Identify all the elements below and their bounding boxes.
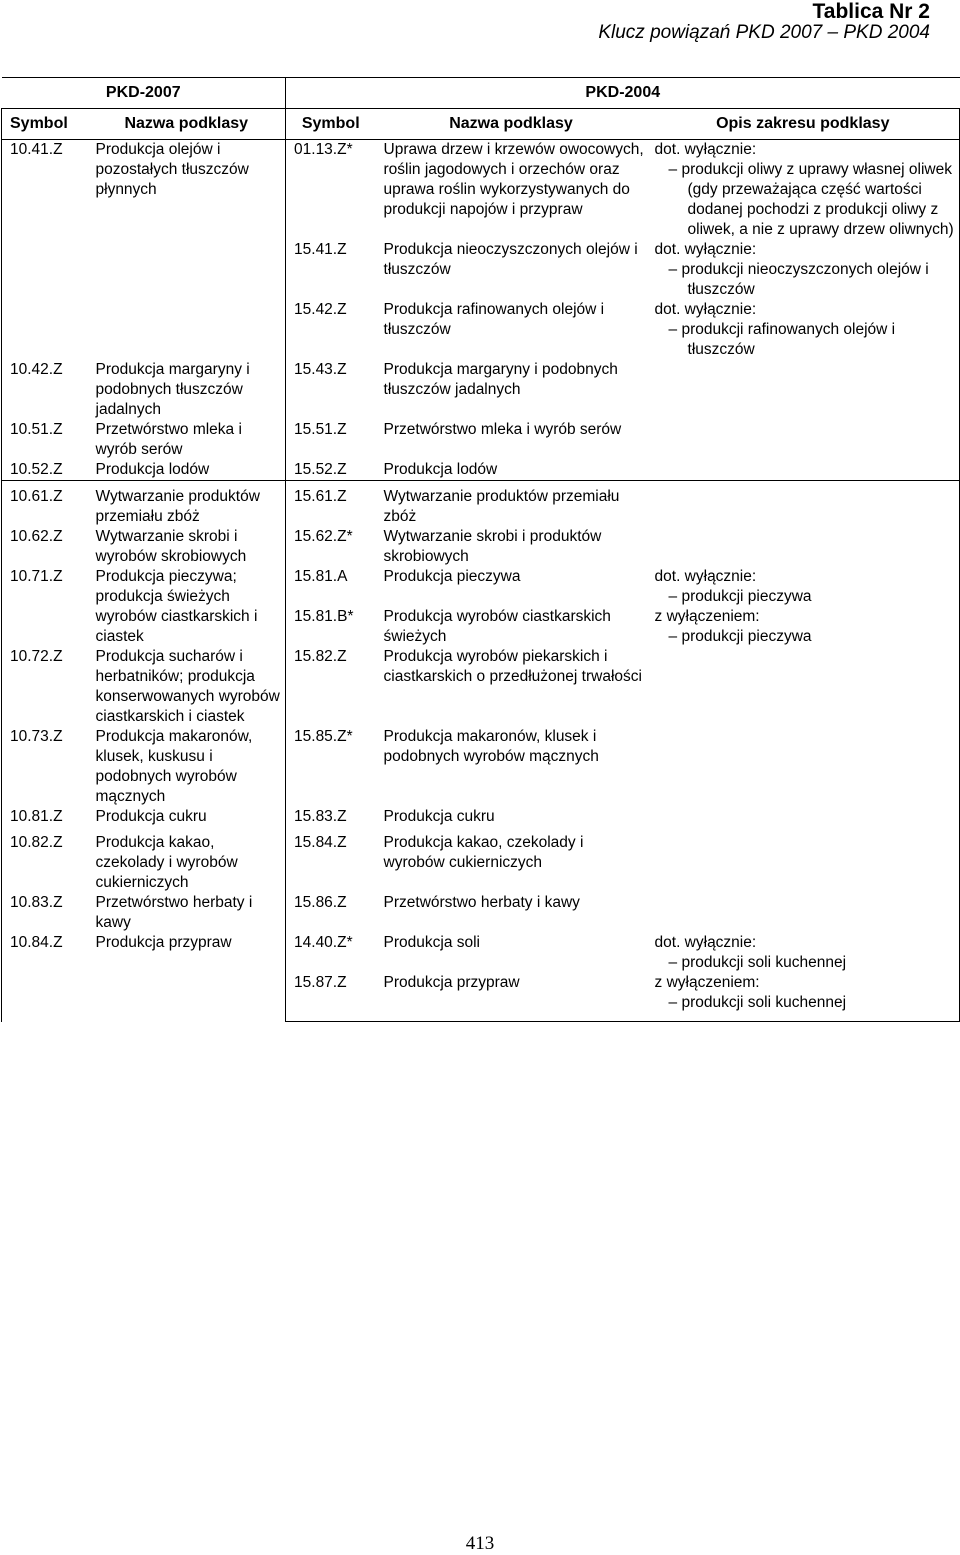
name-2004: Produkcja pieczywa: [383, 568, 521, 585]
pkd-mapping-table: [1, 77, 960, 1022]
symbol-2004: 15.42.Z: [294, 301, 347, 318]
symbol-2004: 15.81.A: [294, 568, 348, 585]
table-row: [2, 827, 960, 893]
symbol-2004: 15.87.Z: [286, 973, 376, 1022]
column-header-name-2004: Nazwa podklasy: [376, 109, 647, 140]
name-2007: Produkcja pieczywa; produkcja świeżych wyrobów ciastkarskich i ciastek: [88, 567, 286, 647]
name-2007: Wytwarzanie skrobi i wyrobów skrobiowych: [88, 527, 286, 567]
description: [647, 827, 960, 893]
name-2004: Produkcja wyrobów piekarskich i ciastkarskich o przedłużonej trwałości: [383, 648, 642, 685]
group-header-row: [2, 78, 960, 109]
name-2007: Produkcja margaryny i podobnych tłuszczów jadalnych: [88, 360, 286, 420]
name-2004: Produkcja rafinowanych olejów i tłuszczów: [383, 301, 605, 338]
description: [647, 481, 960, 528]
description-item: [655, 160, 960, 240]
name-2004: Przetwórstwo mleka i wyrób serów: [383, 421, 622, 438]
description: [647, 140, 960, 241]
table-row: [2, 360, 960, 420]
table-row: [2, 647, 960, 727]
name-2004: Przetwórstwo herbaty i kawy: [383, 894, 580, 911]
symbol-2004: 15.43.Z: [294, 361, 347, 378]
column-header-name-2007: Nazwa podklasy: [88, 109, 286, 140]
description-item: – produkcji pieczywa: [655, 627, 960, 647]
name-2004: Produkcja lodów: [383, 461, 498, 478]
description-qualifier: z wyłączeniem:: [654, 974, 760, 991]
symbol-2007: 10.41.Z: [2, 140, 88, 361]
description: [647, 240, 960, 300]
column-header-symbol-2004: Symbol: [286, 109, 376, 140]
symbol-2004: 15.81.B*: [294, 608, 354, 625]
name-2007-text: Produkcja kakao, czekolady i wyrobów cukierniczych: [95, 834, 238, 891]
symbol-2007: 10.52.Z: [2, 460, 88, 481]
symbol-2004: 01.13.Z*: [286, 140, 376, 241]
name-2007: Produkcja sucharów i herbatników; produkcja konserwowanych wyrobów ciastkarskich i ciastek: [88, 647, 286, 727]
description: [647, 360, 960, 420]
table-row: [2, 420, 960, 460]
name-2007: Produkcja makaronów, klusek, kuskusu i podobnych wyrobów mącznych: [88, 727, 286, 807]
table-row: [2, 140, 960, 241]
name-2007: Przetwórstwo herbaty i kawy: [88, 893, 286, 933]
description-qualifier: dot. wyłącznie:: [654, 568, 757, 585]
description: [647, 893, 960, 933]
table-row: [2, 933, 960, 973]
table-row: [2, 727, 960, 807]
description-item: – produkcji pieczywa: [655, 587, 960, 607]
group-header-pkd2004: PKD-2004: [286, 78, 960, 109]
table-row: [2, 481, 960, 528]
description-item-text: produkcji nieoczyszczonych olejów i: [681, 261, 929, 278]
document-title: Tablica Nr 2: [812, 0, 930, 23]
symbol-2007-text: 10.61.Z: [10, 488, 63, 505]
name-2004: Uprawa drzew i krzewów owocowych, roślin jagodowych i orzechów oraz uprawa roślin wykorzystywanych do produkcji napojów i przypraw: [376, 140, 647, 241]
name-2004: Produkcja margaryny i podobnych tłuszczów jadalnych: [383, 361, 618, 398]
symbol-2007: 10.84.Z: [2, 933, 88, 1022]
name-2004: Produkcja nieoczyszczonych olejów i tłuszczów: [383, 241, 638, 278]
name-2004: Produkcja soli: [383, 934, 481, 951]
description: [647, 647, 960, 727]
name-2004-text: Produkcja kakao, czekolady i wyrobów cukierniczych: [383, 834, 584, 871]
symbol-2004: 15.83.Z: [294, 808, 347, 825]
symbol-2007: 10.81.Z: [2, 807, 88, 827]
description-item-continuation: tłuszczów: [687, 341, 755, 358]
name-2007: Produkcja przypraw: [88, 933, 286, 1022]
page-number: 413: [465, 1533, 495, 1554]
description: [647, 460, 960, 481]
symbol-2004: 15.41.Z: [294, 241, 347, 258]
symbol-2007: 10.83.Z: [2, 893, 88, 933]
symbol-2004: 15.85.Z*: [294, 728, 353, 745]
table-row: [2, 893, 960, 933]
table-row: [2, 527, 960, 567]
symbol-2007: 10.62.Z: [2, 527, 88, 567]
name-2007: Przetwórstwo mleka i wyrób serów: [88, 420, 286, 460]
table-row: [2, 567, 960, 607]
symbol-2007: 10.73.Z: [2, 727, 88, 807]
name-2007: Produkcja olejów i pozostałych tłuszczów płynnych: [88, 140, 286, 361]
symbol-2007: [2, 827, 88, 893]
name-2004: Produkcja przypraw: [376, 973, 647, 1022]
description-item: – produkcji soli kuchennej: [655, 953, 960, 973]
symbol-2007: 10.72.Z: [2, 647, 88, 727]
symbol-2007: [2, 481, 88, 528]
description: [647, 567, 960, 607]
name-2004-text: Wytwarzanie produktów przemiału zbóż: [383, 488, 620, 525]
symbol-2004-text: 15.84.Z: [294, 834, 347, 851]
name-2007-text: Wytwarzanie produktów przemiału zbóż: [95, 488, 260, 525]
description-item-continuation: tłuszczów: [687, 281, 755, 298]
description: [647, 973, 960, 1022]
description-item: [655, 260, 960, 300]
description-item: [655, 320, 960, 360]
symbol-2007-text: 10.82.Z: [10, 834, 63, 851]
symbol-2007: 10.51.Z: [2, 420, 88, 460]
description-qualifier: dot. wyłącznie:: [654, 934, 757, 951]
description-item-continuation: (gdy przeważająca część wartości dodanej pochodzi z produkcji oliwy z oliwek, a nie z uprawy drzew oliwnych): [687, 181, 954, 238]
description: [647, 607, 960, 647]
name-2004: [376, 827, 647, 893]
symbol-2004: 15.86.Z: [294, 894, 347, 911]
symbol-2007: 10.42.Z: [2, 360, 88, 420]
description: [647, 527, 960, 567]
name-2007: Produkcja lodów: [88, 460, 286, 481]
symbol-2004: 14.40.Z*: [294, 934, 353, 951]
description: [647, 933, 960, 973]
description: [647, 807, 960, 827]
description-item: – produkcji soli kuchennej: [655, 993, 960, 1013]
name-2004: Wytwarzanie skrobi i produktów skrobiowych: [383, 528, 602, 565]
symbol-2004: 15.82.Z: [294, 648, 347, 665]
symbol-2004: [286, 827, 376, 893]
table-row: [2, 460, 960, 481]
document-subtitle: Klucz powiązań PKD 2007 – PKD 2004: [598, 22, 930, 43]
column-header-description: Opis zakresu podklasy: [647, 109, 960, 140]
group-header-pkd2007: PKD-2007: [2, 78, 286, 109]
symbol-2004: [286, 481, 376, 528]
symbol-2004: 15.51.Z: [294, 421, 347, 438]
name-2007: Produkcja cukru: [88, 807, 286, 827]
table-row: [2, 807, 960, 827]
name-2004: Produkcja makaronów, klusek i podobnych wyrobów mącznych: [383, 728, 599, 765]
description-qualifier: dot. wyłącznie:: [654, 141, 757, 158]
description-item-text: produkcji rafinowanych olejów i: [681, 321, 896, 338]
name-2007: [88, 827, 286, 893]
description: [647, 727, 960, 807]
name-2007: [88, 481, 286, 528]
symbol-2004: 15.62.Z*: [294, 528, 353, 545]
description-item-text: produkcji oliwy z uprawy własnej oliwek: [681, 161, 952, 178]
description-qualifier: dot. wyłącznie:: [654, 301, 757, 318]
description: [647, 300, 960, 360]
symbol-2004-text: 15.61.Z: [294, 488, 347, 505]
name-2004: Produkcja wyrobów ciastkarskich świeżych: [383, 608, 611, 645]
column-header-symbol-2007: Symbol: [2, 109, 88, 140]
symbol-2004: 15.52.Z: [294, 461, 347, 478]
description: [647, 420, 960, 460]
description-qualifier: dot. wyłącznie:: [654, 241, 757, 258]
description-qualifier: z wyłączeniem:: [654, 608, 760, 625]
symbol-2007: 10.71.Z: [2, 567, 88, 647]
name-2004: Produkcja cukru: [383, 808, 495, 825]
column-header-row: [2, 109, 960, 140]
name-2004: [376, 481, 647, 528]
